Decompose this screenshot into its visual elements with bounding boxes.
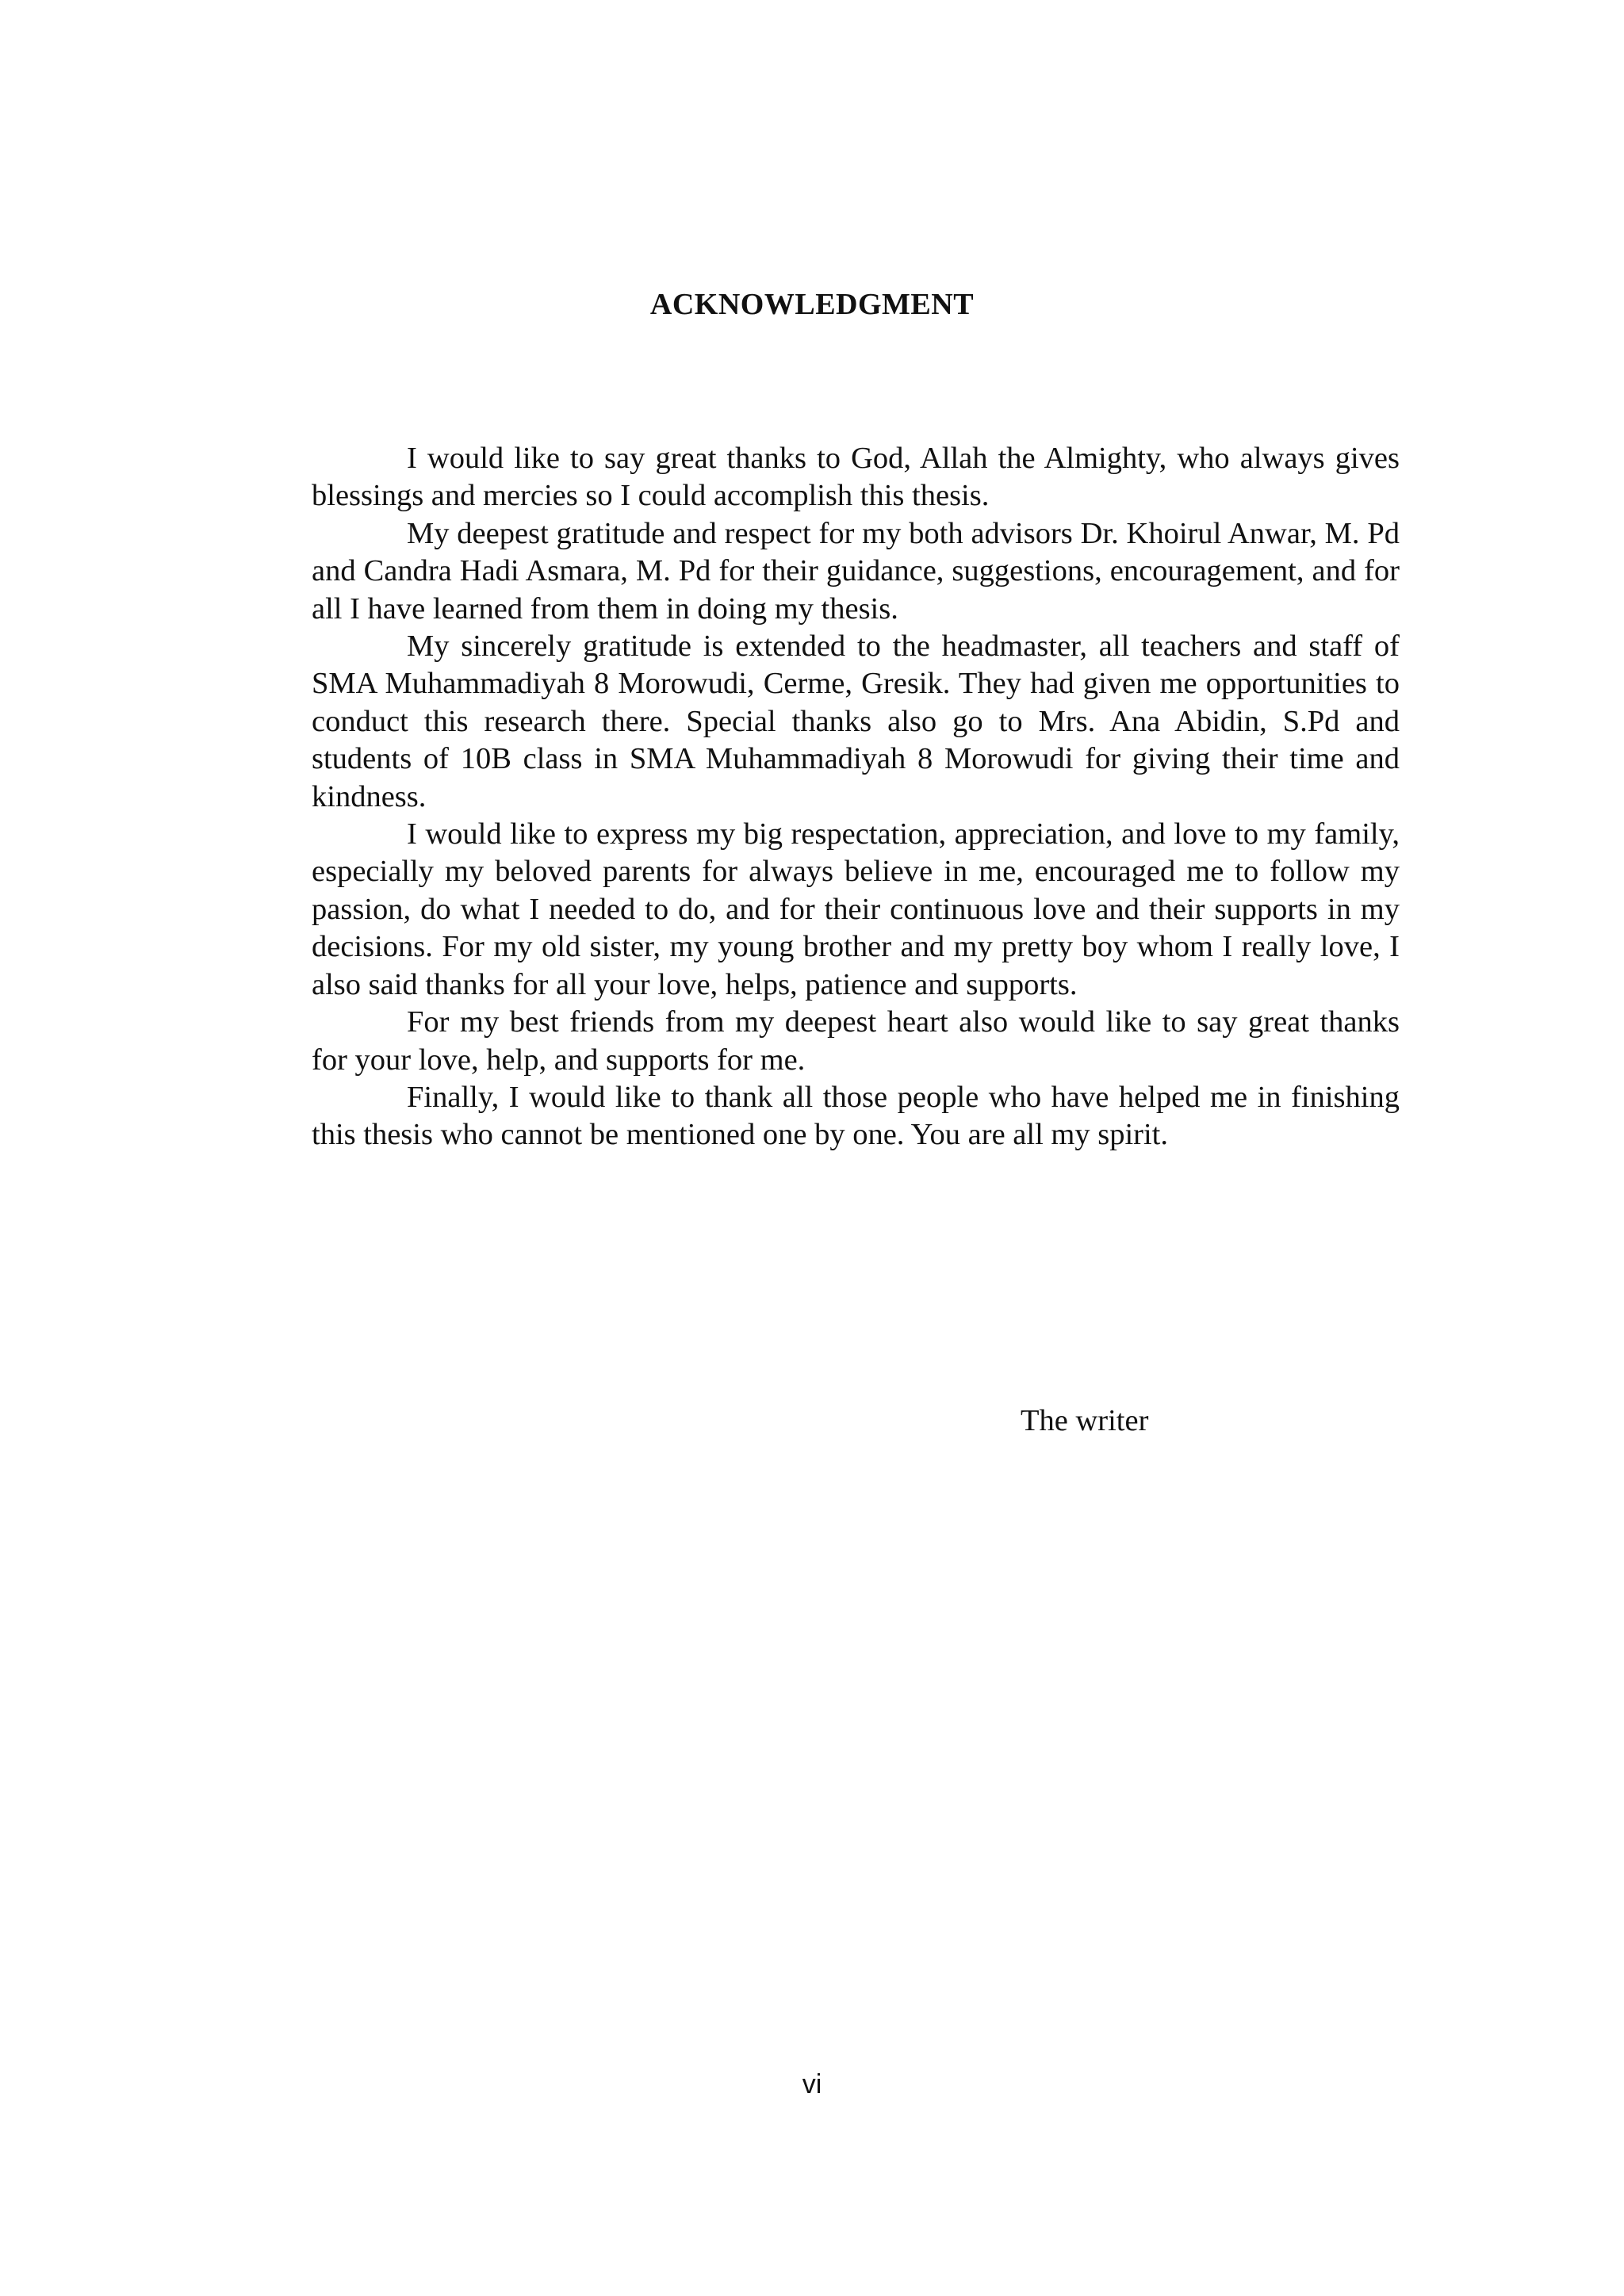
paragraph-closing: Finally, I would like to thank all those people who have helped me in finishing this thesis who cannot be mentioned one by one. You are all my spirit. xyxy=(312,1080,1400,1152)
acknowledgment-body xyxy=(312,440,1400,1154)
page-number: vi xyxy=(802,2069,822,2099)
signature: The writer xyxy=(1021,1404,1149,1437)
paragraph-school: My sincerely gratitude is extended to the headmaster, all teachers and staff of SMA Muhammadiyah 8 Morowudi, Cerme, Gresik. They had given me opportunities to conduct this research there. Special thanks also go to Mrs. Ana Abidin, S.Pd and students of 10B class in SMA Muhammadiyah 8 Morowudi for giving their time and kindness. xyxy=(312,629,1400,813)
paragraph-family: I would like to express my big respectation, appreciation, and love to my family, especially my beloved parents for always believe in me, encouraged me to follow my passion, do what I needed to do, and for their continuous love and their supports in my decisions. For my old sister, my young brother and my pretty boy whom I really love, I also said thanks for all your love, helps, patience and supports. xyxy=(312,817,1400,1001)
paragraph-gratitude-god: I would like to say great thanks to God, Allah the Almighty, who always gives blessings and mercies so I could accomplish this thesis. xyxy=(312,442,1400,513)
page-title: ACKNOWLEDGMENT xyxy=(649,288,975,321)
paragraph-advisors: My deepest gratitude and respect for my both advisors Dr. Khoirul Anwar, M. Pd and Candra Hadi Asmara, M. Pd for their guidance, suggestions, encouragement, and for all I have learned from them in doing my thesis. xyxy=(312,516,1400,626)
paragraph-friends: For my best friends from my deepest heart also would like to say great thanks for your love, help, and supports for me. xyxy=(312,1005,1400,1077)
